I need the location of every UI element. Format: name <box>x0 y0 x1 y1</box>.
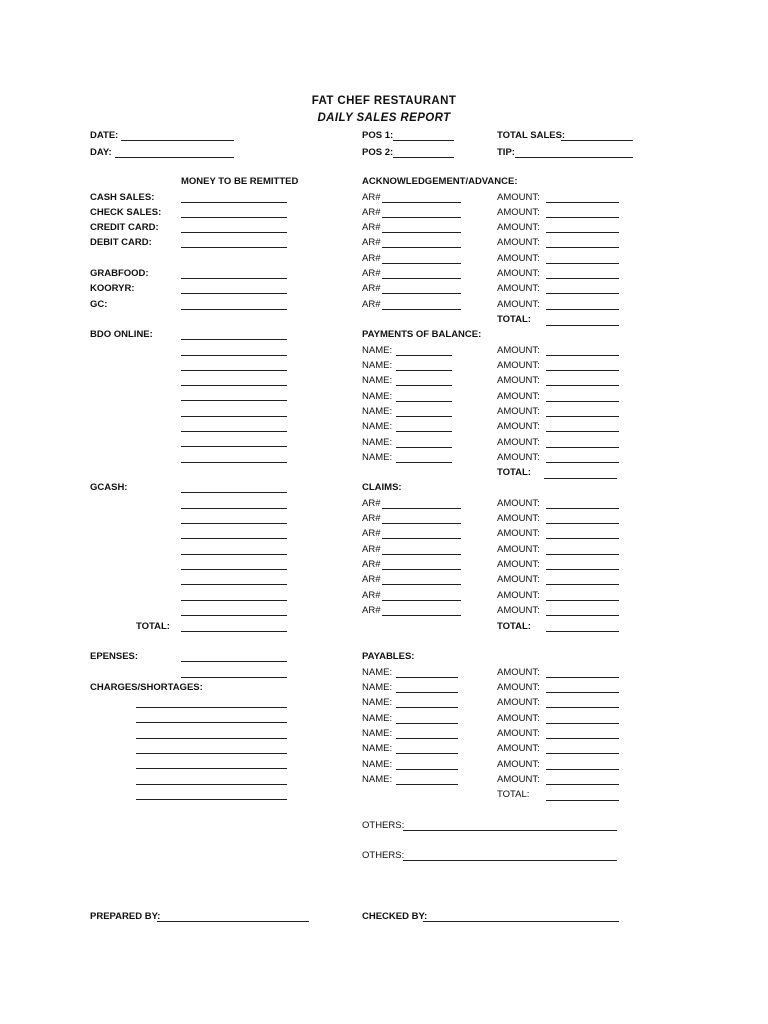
amount-label: AMOUNT: <box>497 421 540 432</box>
ack-total-label: TOTAL: <box>497 314 531 325</box>
amount-field[interactable] <box>546 309 619 310</box>
bdo-online-label: BDO ONLINE: <box>90 329 153 340</box>
ar-label: AR# <box>362 237 381 248</box>
ar-field[interactable] <box>382 508 461 509</box>
name-label: NAME: <box>362 697 393 708</box>
amount-field[interactable] <box>546 385 619 386</box>
claims-title: CLAIMS: <box>362 482 402 493</box>
name-label: NAME: <box>362 728 393 739</box>
amount-field[interactable] <box>546 569 619 570</box>
bdo-online-field[interactable] <box>181 400 287 401</box>
charges-field[interactable] <box>136 722 287 723</box>
name-label: NAME: <box>362 713 393 724</box>
amount-label: AMOUNT: <box>497 713 540 724</box>
amount-label: AMOUNT: <box>497 391 540 402</box>
ar-field[interactable] <box>382 600 461 601</box>
ack-total-field[interactable] <box>546 325 619 326</box>
amount-label: AMOUNT: <box>497 283 540 294</box>
report-title: DAILY SALES REPORT <box>317 112 451 124</box>
restaurant-name: FAT CHEF RESTAURANT <box>311 95 457 107</box>
expenses-label: EPENSES: <box>90 651 139 662</box>
amount-label: AMOUNT: <box>497 544 540 555</box>
amount-label: AMOUNT: <box>497 743 540 754</box>
amount-label: AMOUNT: <box>497 222 540 233</box>
amount-label: AMOUNT: <box>497 237 540 248</box>
payables-total-field[interactable] <box>546 800 619 801</box>
ar-field[interactable] <box>382 309 461 310</box>
expenses-field[interactable] <box>181 677 287 678</box>
name-field[interactable] <box>396 401 452 402</box>
gcash-field[interactable] <box>181 600 287 601</box>
kooryr-label: KOORYR: <box>90 283 135 294</box>
total-sales-field[interactable] <box>561 140 633 141</box>
prepared-by-label: PREPARED BY: <box>90 911 161 922</box>
amount-label: AMOUNT: <box>497 437 540 448</box>
ar-field[interactable] <box>382 538 461 539</box>
ar-field[interactable] <box>382 584 461 585</box>
amount-field[interactable] <box>546 554 619 555</box>
others-field[interactable] <box>403 860 617 861</box>
name-field[interactable] <box>396 723 458 724</box>
amount-field[interactable] <box>546 293 619 294</box>
pos1-label: POS 1: <box>362 130 394 141</box>
amount-label: AMOUNT: <box>497 299 540 310</box>
day-field[interactable] <box>115 157 234 158</box>
ar-field[interactable] <box>382 554 461 555</box>
ar-label: AR# <box>362 528 381 539</box>
others-label: OTHERS: <box>362 820 405 831</box>
ar-field[interactable] <box>382 615 461 616</box>
credit-card-label: CREDIT CARD: <box>90 222 159 233</box>
name-field[interactable] <box>396 355 452 356</box>
bdo-online-field[interactable] <box>181 355 287 356</box>
ar-label: AR# <box>362 268 381 279</box>
check-sales-field[interactable] <box>181 217 287 218</box>
amount-field[interactable] <box>546 584 619 585</box>
amount-label: AMOUNT: <box>497 728 540 739</box>
amount-field[interactable] <box>546 600 619 601</box>
gcash-field[interactable] <box>181 508 287 509</box>
amount-label: AMOUNT: <box>497 192 540 203</box>
total-sales-label: TOTAL SALES: <box>497 130 566 141</box>
ar-label: AR# <box>362 605 381 616</box>
amount-field[interactable] <box>546 692 619 693</box>
name-field[interactable] <box>396 769 458 770</box>
ar-label: AR# <box>362 222 381 233</box>
amount-field[interactable] <box>546 202 619 203</box>
claims-total-field[interactable] <box>546 631 619 632</box>
amount-label: AMOUNT: <box>497 574 540 585</box>
amount-label: AMOUNT: <box>497 406 540 417</box>
amount-field[interactable] <box>546 738 619 739</box>
bdo-online-field[interactable] <box>181 416 287 417</box>
ar-label: AR# <box>362 544 381 555</box>
amount-field[interactable] <box>546 447 619 448</box>
prepared-by-field[interactable] <box>157 921 309 922</box>
kooryr-field[interactable] <box>181 293 287 294</box>
name-label: NAME: <box>362 360 393 371</box>
name-label: NAME: <box>362 421 393 432</box>
charges-field[interactable] <box>136 753 287 754</box>
amount-field[interactable] <box>546 462 619 463</box>
money-to-be-remitted-title: MONEY TO BE REMITTED <box>181 176 299 187</box>
ar-label: AR# <box>362 559 381 570</box>
amount-field[interactable] <box>546 355 619 356</box>
ar-field[interactable] <box>382 523 461 524</box>
ar-label: AR# <box>362 207 381 218</box>
amount-field[interactable] <box>546 370 619 371</box>
cash-sales-field[interactable] <box>181 202 287 203</box>
day-label: DAY: <box>90 147 112 158</box>
ar-field[interactable] <box>382 569 461 570</box>
gcash-field[interactable] <box>181 615 287 616</box>
name-label: NAME: <box>362 759 393 770</box>
amount-field[interactable] <box>546 278 619 279</box>
bdo-online-field[interactable] <box>181 385 287 386</box>
gcash-field[interactable] <box>181 569 287 570</box>
amount-field[interactable] <box>546 263 619 264</box>
name-field[interactable] <box>396 677 458 678</box>
name-field[interactable] <box>396 462 452 463</box>
name-label: NAME: <box>362 375 393 386</box>
amount-field[interactable] <box>546 431 619 432</box>
amount-label: AMOUNT: <box>497 559 540 570</box>
ar-field[interactable] <box>382 202 461 203</box>
ar-label: AR# <box>362 253 381 264</box>
name-label: NAME: <box>362 452 393 463</box>
amount-field[interactable] <box>546 677 619 678</box>
tip-field[interactable] <box>515 157 633 158</box>
pos1-field[interactable] <box>393 140 454 141</box>
amount-label: AMOUNT: <box>497 759 540 770</box>
tip-label: TIP: <box>497 147 515 158</box>
checked-by-field[interactable] <box>423 921 619 922</box>
name-label: NAME: <box>362 774 393 785</box>
name-label: NAME: <box>362 667 393 678</box>
pos2-field[interactable] <box>393 157 454 158</box>
ar-label: AR# <box>362 498 381 509</box>
amount-field[interactable] <box>546 416 619 417</box>
amount-field[interactable] <box>546 753 619 754</box>
amount-field[interactable] <box>546 401 619 402</box>
charges-field[interactable] <box>136 707 287 708</box>
debit-card-label: DEBIT CARD: <box>90 237 152 248</box>
ar-label: AR# <box>362 574 381 585</box>
bdo-online-field[interactable] <box>181 339 287 340</box>
bdo-online-field[interactable] <box>181 446 287 447</box>
date-label: DATE: <box>90 130 119 141</box>
amount-field[interactable] <box>546 707 619 708</box>
amount-field[interactable] <box>546 538 619 539</box>
ar-label: AR# <box>362 283 381 294</box>
bdo-online-field[interactable] <box>181 462 287 463</box>
gcash-field[interactable] <box>181 492 287 493</box>
name-label: NAME: <box>362 406 393 417</box>
name-field[interactable] <box>396 707 458 708</box>
amount-label: AMOUNT: <box>497 590 540 601</box>
name-label: NAME: <box>362 682 393 693</box>
check-sales-label: CHECK SALES: <box>90 207 162 218</box>
acknowledgement-advance-title: ACKNOWLEDGEMENT/ADVANCE: <box>362 176 518 187</box>
amount-label: AMOUNT: <box>497 375 540 386</box>
gcash-field[interactable] <box>181 554 287 555</box>
expenses-field[interactable] <box>181 661 287 662</box>
debit-card-field[interactable] <box>181 247 287 248</box>
others-label: OTHERS: <box>362 850 405 861</box>
gc-label: GC: <box>90 299 108 310</box>
amount-label: AMOUNT: <box>497 667 540 678</box>
charges-field[interactable] <box>136 738 287 739</box>
amount-label: AMOUNT: <box>497 528 540 539</box>
pos2-label: POS 2: <box>362 147 394 158</box>
payments-total-field[interactable] <box>544 478 617 479</box>
amount-field[interactable] <box>546 769 619 770</box>
amount-label: AMOUNT: <box>497 682 540 693</box>
grabfood-label: GRABFOOD: <box>90 268 149 279</box>
name-field[interactable] <box>396 753 458 754</box>
ar-field[interactable] <box>382 232 461 233</box>
name-field[interactable] <box>396 447 452 448</box>
date-field[interactable] <box>121 140 234 141</box>
name-field[interactable] <box>396 738 458 739</box>
bdo-online-field[interactable] <box>181 431 287 432</box>
gcash-field[interactable] <box>181 538 287 539</box>
amount-label: AMOUNT: <box>497 253 540 264</box>
credit-card-field[interactable] <box>181 232 287 233</box>
amount-label: AMOUNT: <box>497 207 540 218</box>
bdo-online-field[interactable] <box>181 370 287 371</box>
left-total-field[interactable] <box>181 631 287 632</box>
grabfood-field[interactable] <box>181 278 287 279</box>
left-total-label: TOTAL: <box>136 621 170 632</box>
ar-field[interactable] <box>382 278 461 279</box>
amount-field[interactable] <box>546 217 619 218</box>
name-label: NAME: <box>362 437 393 448</box>
name-label: NAME: <box>362 391 393 402</box>
amount-field[interactable] <box>546 508 619 509</box>
amount-label: AMOUNT: <box>497 498 540 509</box>
charges-field[interactable] <box>136 784 287 785</box>
amount-field[interactable] <box>546 615 619 616</box>
amount-label: AMOUNT: <box>497 360 540 371</box>
ar-label: AR# <box>362 590 381 601</box>
others-field[interactable] <box>403 830 617 831</box>
gcash-field[interactable] <box>181 584 287 585</box>
gcash-label: GCASH: <box>90 482 128 493</box>
amount-label: AMOUNT: <box>497 774 540 785</box>
cash-sales-label: CASH SALES: <box>90 192 155 203</box>
payments-total-label: TOTAL: <box>497 467 531 478</box>
name-field[interactable] <box>396 385 452 386</box>
name-field[interactable] <box>396 692 458 693</box>
amount-label: AMOUNT: <box>497 268 540 279</box>
ar-label: AR# <box>362 192 381 203</box>
name-field[interactable] <box>396 784 458 785</box>
charges-shortages-label: CHARGES/SHORTAGES: <box>90 682 203 693</box>
ar-field[interactable] <box>382 247 461 248</box>
name-field[interactable] <box>396 431 452 432</box>
amount-label: AMOUNT: <box>497 697 540 708</box>
amount-label: AMOUNT: <box>497 452 540 463</box>
ar-field[interactable] <box>382 293 461 294</box>
claims-total-label: TOTAL: <box>497 621 531 632</box>
amount-field[interactable] <box>546 784 619 785</box>
ar-field[interactable] <box>382 263 461 264</box>
gcash-field[interactable] <box>181 523 287 524</box>
amount-field[interactable] <box>546 247 619 248</box>
charges-field[interactable] <box>136 768 287 769</box>
name-label: NAME: <box>362 743 393 754</box>
gc-field[interactable] <box>181 309 287 310</box>
payables-total-label: TOTAL: <box>497 789 530 800</box>
amount-label: AMOUNT: <box>497 513 540 524</box>
charges-field[interactable] <box>136 799 287 800</box>
amount-label: AMOUNT: <box>497 345 540 356</box>
name-field[interactable] <box>396 370 452 371</box>
amount-field[interactable] <box>546 232 619 233</box>
amount-field[interactable] <box>546 523 619 524</box>
ar-label: AR# <box>362 513 381 524</box>
ar-label: AR# <box>362 299 381 310</box>
name-field[interactable] <box>396 416 452 417</box>
name-label: NAME: <box>362 345 393 356</box>
ar-field[interactable] <box>382 217 461 218</box>
payables-title: PAYABLES: <box>362 651 415 662</box>
amount-field[interactable] <box>546 723 619 724</box>
amount-label: AMOUNT: <box>497 605 540 616</box>
checked-by-label: CHECKED BY: <box>362 911 428 922</box>
payments-of-balance-title: PAYMENTS OF BALANCE: <box>362 329 482 340</box>
